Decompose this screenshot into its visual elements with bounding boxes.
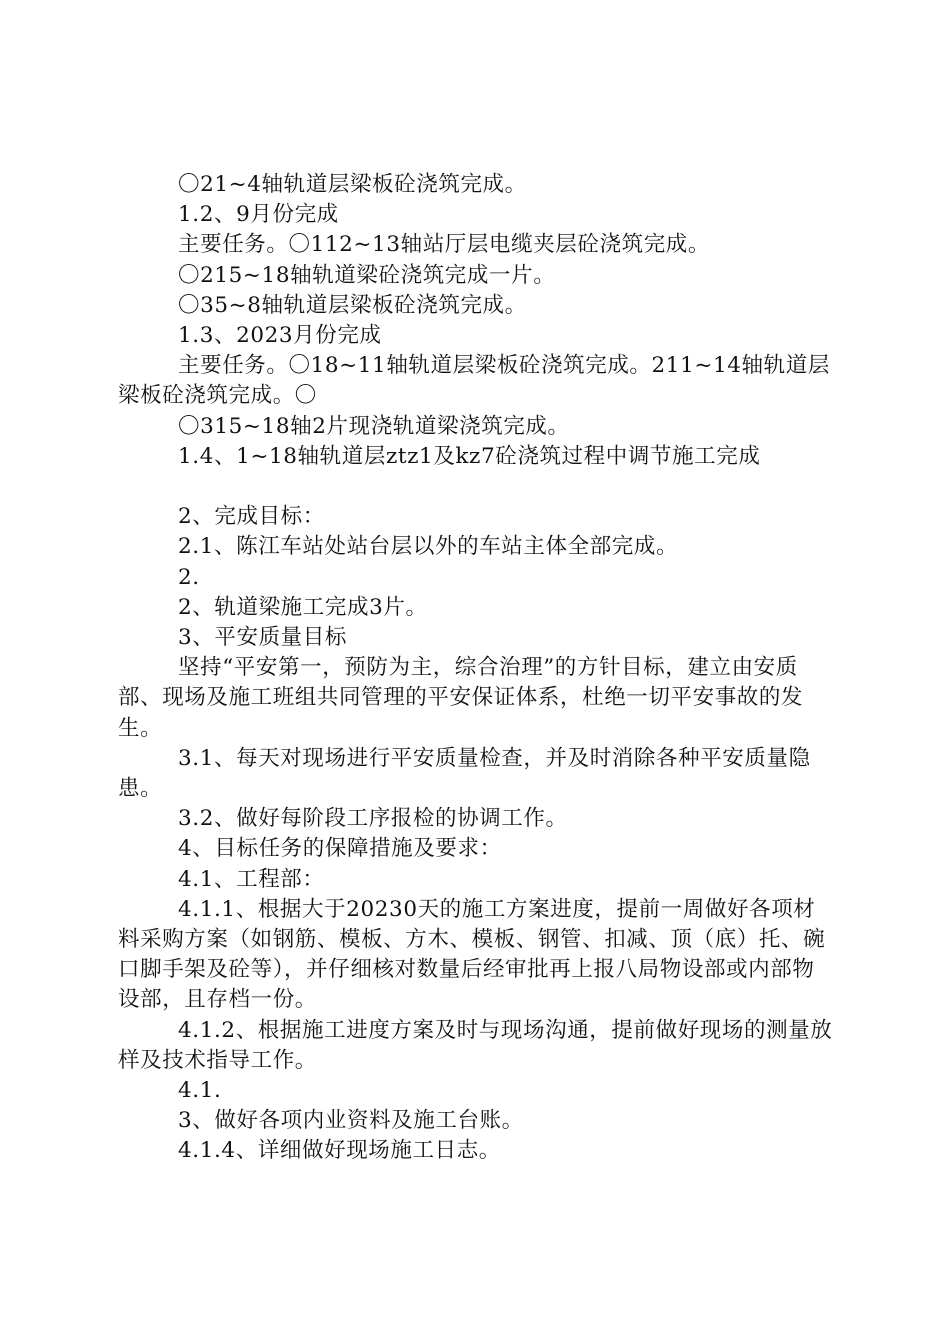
section-heading-1-2: 1.2、9月份完成 — [178, 202, 339, 228]
paragraph: 4.1.4、详细做好现场施工日志。 — [178, 1138, 501, 1164]
paragraph: 〇21~4轴轨道层梁板砼浇筑完成。 — [178, 172, 527, 197]
paragraph: 3.2、做好每阶段工序报检的协调工作。 — [178, 806, 568, 832]
section-heading-3: 3、平安质量目标 — [178, 625, 347, 651]
paragraph: 4.1. — [178, 1078, 222, 1104]
paragraph: 主要任务。〇112~13轴站厅层电缆夹层砼浇筑完成。 — [178, 232, 711, 258]
section-heading-1-3: 1.3、2023月份完成 — [178, 323, 382, 349]
paragraph: 坚持“平安第一，预防为主，综合治理”的方针目标，建立由安质部、现场及施工班组共同管理的平安保证体系，杜绝一切平安事故的发生。 — [118, 655, 804, 741]
paragraph: 〇35~8轴轨道层梁板砼浇筑完成。 — [178, 292, 527, 318]
section-heading-4-1: 4.1、工程部： — [178, 866, 325, 892]
section-heading-2: 2、完成目标： — [178, 504, 325, 530]
paragraph: 主要任务。〇18~11轴轨道层梁板砼浇筑完成。211~14轴轨道层梁板砼浇筑完成。〇 — [118, 353, 830, 409]
paragraph: 3、做好各项内业资料及施工台账。 — [178, 1108, 524, 1134]
paragraph: 3.1、每天对现场进行平安质量检查，并及时消除各种平安质量隐患。 — [118, 745, 811, 802]
paragraph: 2. — [178, 564, 200, 590]
paragraph: 2.1、陈江车站处站台层以外的车站主体全部完成。 — [178, 534, 679, 560]
document-body — [118, 170, 833, 1167]
paragraph: 4.1.2、根据施工进度方案及时与现场沟通，提前做好现场的测量放样及技术指导工作。 — [118, 1017, 833, 1073]
paragraph: 〇315~18轴2片现浇轨道梁浇筑完成。 — [178, 413, 570, 439]
blank-line — [118, 472, 833, 502]
section-heading-1-4: 1.4、1~18轴轨道层ztz1及kz7砼浇筑过程中调节施工完成 — [178, 443, 761, 469]
section-heading-4: 4、目标任务的保障措施及要求： — [178, 836, 502, 862]
paragraph: 〇215~18轴轨道梁砼浇筑完成一片。 — [178, 262, 556, 288]
paragraph: 2、轨道梁施工完成3片。 — [178, 594, 428, 620]
paragraph: 4.1.1、根据大于20230天的施工方案进度，提前一周做好各项材料采购方案（如钢筋、模板、方木、模板、钢管、扣减、顶（底）托、碗口脚手架及砼等），并仔细核对数量后经审批再上报八局物设部或内部物设部，且存档一份。 — [118, 896, 826, 1013]
